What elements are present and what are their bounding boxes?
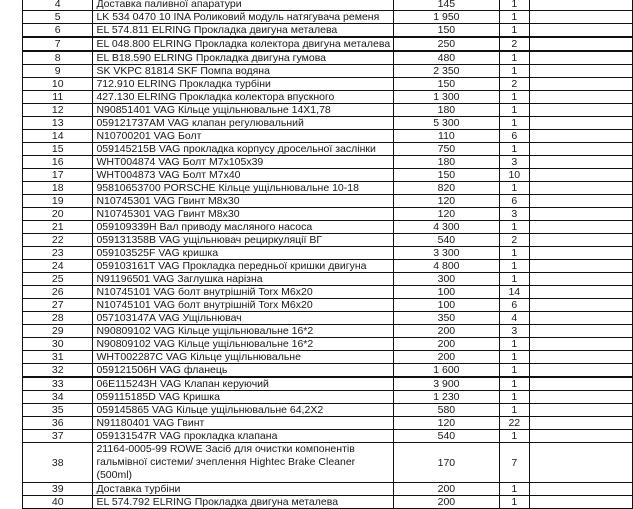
empty-cell	[529, 273, 632, 286]
item-quantity: 10	[499, 169, 529, 182]
table-row	[23, 299, 633, 312]
item-description: 059131547R VAG прокладка клапана	[93, 430, 394, 443]
item-quantity: 1	[499, 221, 529, 234]
item-description: 059131358B VAG ущільнювач рециркуляції ВГ	[93, 234, 394, 247]
item-quantity: 6	[499, 130, 529, 143]
empty-cell	[529, 221, 632, 234]
item-price: 480	[394, 51, 499, 65]
empty-cell	[529, 430, 632, 443]
table-row	[23, 312, 633, 325]
item-price: 1 300	[394, 91, 499, 104]
row-number: 6	[23, 24, 93, 38]
item-price: 200	[394, 351, 499, 364]
table-row	[23, 65, 633, 78]
row-number: 14	[23, 130, 93, 143]
item-description: 06E115243H VAG Клапан керуючий	[93, 377, 394, 391]
item-quantity: 1	[499, 51, 529, 65]
item-description: Доставка паливної апаратури	[93, 0, 394, 11]
item-price: 5 300	[394, 117, 499, 130]
item-description: EL 048.800 ELRING Прокладка колектора двигуна металева	[93, 37, 394, 51]
item-description: 059103525F VAG кришка	[93, 247, 394, 260]
item-price: 820	[394, 182, 499, 195]
table-row	[23, 260, 633, 273]
empty-cell	[529, 78, 632, 91]
item-quantity: 7	[499, 443, 529, 483]
row-number: 36	[23, 417, 93, 430]
empty-cell	[529, 364, 632, 378]
empty-cell	[529, 299, 632, 312]
item-quantity: 2	[499, 78, 529, 91]
item-quantity: 1	[499, 496, 529, 509]
item-description: 059145215B VAG прокладка корпусу дросельної заслінки	[93, 143, 394, 156]
item-description: N90809102 VAG Кільце ущільнювальне 16*2	[93, 325, 394, 338]
empty-cell	[529, 483, 632, 496]
item-quantity: 1	[499, 364, 529, 378]
table-row	[23, 351, 633, 364]
row-number: 5	[23, 11, 93, 24]
item-description: 712.910 ELRING Прокладка турбіни	[93, 78, 394, 91]
item-price: 1 950	[394, 11, 499, 24]
row-number: 8	[23, 51, 93, 65]
empty-cell	[529, 351, 632, 364]
table-row	[23, 496, 633, 509]
table-row	[23, 208, 633, 221]
item-price: 180	[394, 104, 499, 117]
row-number: 11	[23, 91, 93, 104]
empty-cell	[529, 65, 632, 78]
item-price: 250	[394, 37, 499, 51]
item-quantity: 14	[499, 286, 529, 299]
item-description: LK 534 0470 10 INA Роликовий модуль натягувача ременя	[93, 11, 394, 24]
empty-cell	[529, 312, 632, 325]
table-row	[23, 286, 633, 299]
table-row	[23, 338, 633, 351]
item-quantity: 4	[499, 312, 529, 325]
item-price: 300	[394, 273, 499, 286]
item-description: WHT002287C VAG Кільце ущільнювальне	[93, 351, 394, 364]
table-row	[23, 143, 633, 156]
item-description: 059109339H Вал приводу масляного насоса	[93, 221, 394, 234]
table-row	[23, 91, 633, 104]
item-price: 100	[394, 299, 499, 312]
item-price: 540	[394, 430, 499, 443]
item-price: 120	[394, 208, 499, 221]
empty-cell	[529, 404, 632, 417]
empty-cell	[529, 325, 632, 338]
row-number: 7	[23, 37, 93, 51]
item-price: 200	[394, 338, 499, 351]
item-description: N90809102 VAG Кільце ущільнювальне 16*2	[93, 338, 394, 351]
item-price: 350	[394, 312, 499, 325]
item-description: EL B18.590 ELRING Прокладка двигуна гумова	[93, 51, 394, 65]
row-number: 25	[23, 273, 93, 286]
item-price: 1 230	[394, 391, 499, 404]
item-description: 059115185D VAG Кришка	[93, 391, 394, 404]
item-price: 100	[394, 286, 499, 299]
empty-cell	[529, 11, 632, 24]
item-price: 3 300	[394, 247, 499, 260]
item-price: 120	[394, 195, 499, 208]
item-quantity: 1	[499, 247, 529, 260]
empty-cell	[529, 443, 632, 483]
row-number: 22	[23, 234, 93, 247]
empty-cell	[529, 117, 632, 130]
table-row	[23, 377, 633, 391]
table-row	[23, 0, 633, 11]
row-number: 20	[23, 208, 93, 221]
empty-cell	[529, 260, 632, 273]
item-price: 540	[394, 234, 499, 247]
row-number: 18	[23, 182, 93, 195]
table-row	[23, 364, 633, 378]
item-description: 059121506H VAG фланець	[93, 364, 394, 378]
table-row	[23, 24, 633, 38]
empty-cell	[529, 24, 632, 38]
item-description: EL 574.792 ELRING Прокладка двигуна металева	[93, 496, 394, 509]
item-price: 200	[394, 483, 499, 496]
empty-cell	[529, 143, 632, 156]
item-description: N10745301 VAG Гвинт M8x30	[93, 195, 394, 208]
item-description: WHT004874 VAG Болт M7x105x39	[93, 156, 394, 169]
item-quantity: 1	[499, 104, 529, 117]
item-price: 150	[394, 169, 499, 182]
table-row	[23, 78, 633, 91]
row-number: 35	[23, 404, 93, 417]
row-number: 39	[23, 483, 93, 496]
row-number: 28	[23, 312, 93, 325]
invoice-items-table	[22, 0, 633, 509]
table-row	[23, 443, 633, 483]
empty-cell	[529, 0, 632, 11]
item-quantity: 1	[499, 404, 529, 417]
item-description: 21164-0005-99 ROWE Засіб для очистки компонентів гальмівної системи/ зчеплення Hightec Brake Cleaner (500ml)	[93, 443, 394, 483]
table-row	[23, 234, 633, 247]
item-quantity: 1	[499, 182, 529, 195]
item-description: EL 574.811 ELRING Прокладка двигуна металева	[93, 24, 394, 38]
empty-cell	[529, 247, 632, 260]
row-number: 32	[23, 364, 93, 378]
row-number: 29	[23, 325, 93, 338]
item-quantity: 1	[499, 91, 529, 104]
item-quantity: 1	[499, 143, 529, 156]
item-description: Доставка турбіни	[93, 483, 394, 496]
row-number: 34	[23, 391, 93, 404]
item-price: 200	[394, 496, 499, 509]
empty-cell	[529, 391, 632, 404]
empty-cell	[529, 234, 632, 247]
item-description: 059103161T VAG Прокладка передньої кришки двигуна	[93, 260, 394, 273]
item-price: 200	[394, 325, 499, 338]
item-quantity: 1	[499, 338, 529, 351]
empty-cell	[529, 195, 632, 208]
empty-cell	[529, 338, 632, 351]
item-quantity: 1	[499, 377, 529, 391]
item-description: 059145865 VAG Кільце ущільнювальне 64,2X2	[93, 404, 394, 417]
item-description: N90851401 VAG Кільце ущільнювальне 14X1,78	[93, 104, 394, 117]
row-number: 21	[23, 221, 93, 234]
table-row	[23, 169, 633, 182]
empty-cell	[529, 208, 632, 221]
row-number: 31	[23, 351, 93, 364]
row-number: 15	[23, 143, 93, 156]
empty-cell	[529, 104, 632, 117]
table-row	[23, 11, 633, 24]
empty-cell	[529, 377, 632, 391]
item-quantity: 1	[499, 391, 529, 404]
item-price: 110	[394, 130, 499, 143]
item-price: 150	[394, 78, 499, 91]
row-number: 10	[23, 78, 93, 91]
item-quantity: 1	[499, 273, 529, 286]
item-price: 750	[394, 143, 499, 156]
item-quantity: 1	[499, 430, 529, 443]
table-row	[23, 273, 633, 286]
item-quantity: 3	[499, 325, 529, 338]
empty-cell	[529, 37, 632, 51]
row-number: 23	[23, 247, 93, 260]
item-description: N10745101 VAG болт внутрішній Torx M6x20	[93, 286, 394, 299]
row-number: 17	[23, 169, 93, 182]
empty-cell	[529, 182, 632, 195]
item-quantity: 1	[499, 117, 529, 130]
item-price: 120	[394, 417, 499, 430]
table-row	[23, 104, 633, 117]
item-quantity: 2	[499, 37, 529, 51]
item-quantity: 2	[499, 234, 529, 247]
table-row	[23, 195, 633, 208]
empty-cell	[529, 130, 632, 143]
item-quantity: 1	[499, 483, 529, 496]
table-row	[23, 117, 633, 130]
row-number: 33	[23, 377, 93, 391]
item-description: 059121737AM VAG клапан регулювальний	[93, 117, 394, 130]
table-row	[23, 51, 633, 65]
invoice-table-container	[22, 0, 633, 509]
row-number: 4	[23, 0, 93, 11]
item-quantity: 1	[499, 24, 529, 38]
empty-cell	[529, 51, 632, 65]
row-number: 38	[23, 443, 93, 483]
item-quantity: 1	[499, 11, 529, 24]
row-number: 26	[23, 286, 93, 299]
table-row	[23, 221, 633, 234]
item-quantity: 3	[499, 208, 529, 221]
item-quantity: 3	[499, 156, 529, 169]
row-number: 16	[23, 156, 93, 169]
item-price: 3 900	[394, 377, 499, 391]
empty-cell	[529, 169, 632, 182]
item-description: N91180401 VAG Гвинт	[93, 417, 394, 430]
item-price: 580	[394, 404, 499, 417]
row-number: 37	[23, 430, 93, 443]
item-price: 2 350	[394, 65, 499, 78]
item-price: 150	[394, 24, 499, 38]
item-quantity: 1	[499, 0, 529, 11]
table-row	[23, 156, 633, 169]
item-quantity: 6	[499, 299, 529, 312]
item-price: 4 300	[394, 221, 499, 234]
item-quantity: 1	[499, 260, 529, 273]
item-description: 95810653700 PORSCHE Кільце ущільнювальне 10-18	[93, 182, 394, 195]
table-row	[23, 130, 633, 143]
item-description: SK VKPC 81814 SKF Помпа водяна	[93, 65, 394, 78]
row-number: 19	[23, 195, 93, 208]
table-row	[23, 37, 633, 51]
item-quantity: 1	[499, 351, 529, 364]
item-description: 057103147A VAG Ущільнювач	[93, 312, 394, 325]
table-row	[23, 404, 633, 417]
row-number: 40	[23, 496, 93, 509]
item-price: 4 800	[394, 260, 499, 273]
item-description: 427.130 ELRING Прокладка колектора впускного	[93, 91, 394, 104]
item-description: N10745101 VAG болт внутрішній Torx M6x20	[93, 299, 394, 312]
item-quantity: 6	[499, 195, 529, 208]
empty-cell	[529, 496, 632, 509]
empty-cell	[529, 91, 632, 104]
item-description: WHT004873 VAG Болт M7x40	[93, 169, 394, 182]
item-quantity: 22	[499, 417, 529, 430]
empty-cell	[529, 286, 632, 299]
item-price: 170	[394, 443, 499, 483]
item-quantity: 1	[499, 65, 529, 78]
table-row	[23, 417, 633, 430]
table-row	[23, 247, 633, 260]
row-number: 24	[23, 260, 93, 273]
row-number: 9	[23, 65, 93, 78]
table-row	[23, 430, 633, 443]
item-description: N10745301 VAG Гвинт M8x30	[93, 208, 394, 221]
row-number: 30	[23, 338, 93, 351]
row-number: 12	[23, 104, 93, 117]
table-row	[23, 391, 633, 404]
table-row	[23, 483, 633, 496]
item-price: 145	[394, 0, 499, 11]
item-description: N91196501 VAG Заглушка нарізна	[93, 273, 394, 286]
item-description: N10700201 VAG Болт	[93, 130, 394, 143]
item-price: 1 600	[394, 364, 499, 378]
item-price: 180	[394, 156, 499, 169]
empty-cell	[529, 156, 632, 169]
row-number: 27	[23, 299, 93, 312]
table-row	[23, 182, 633, 195]
row-number: 13	[23, 117, 93, 130]
table-row	[23, 325, 633, 338]
empty-cell	[529, 417, 632, 430]
